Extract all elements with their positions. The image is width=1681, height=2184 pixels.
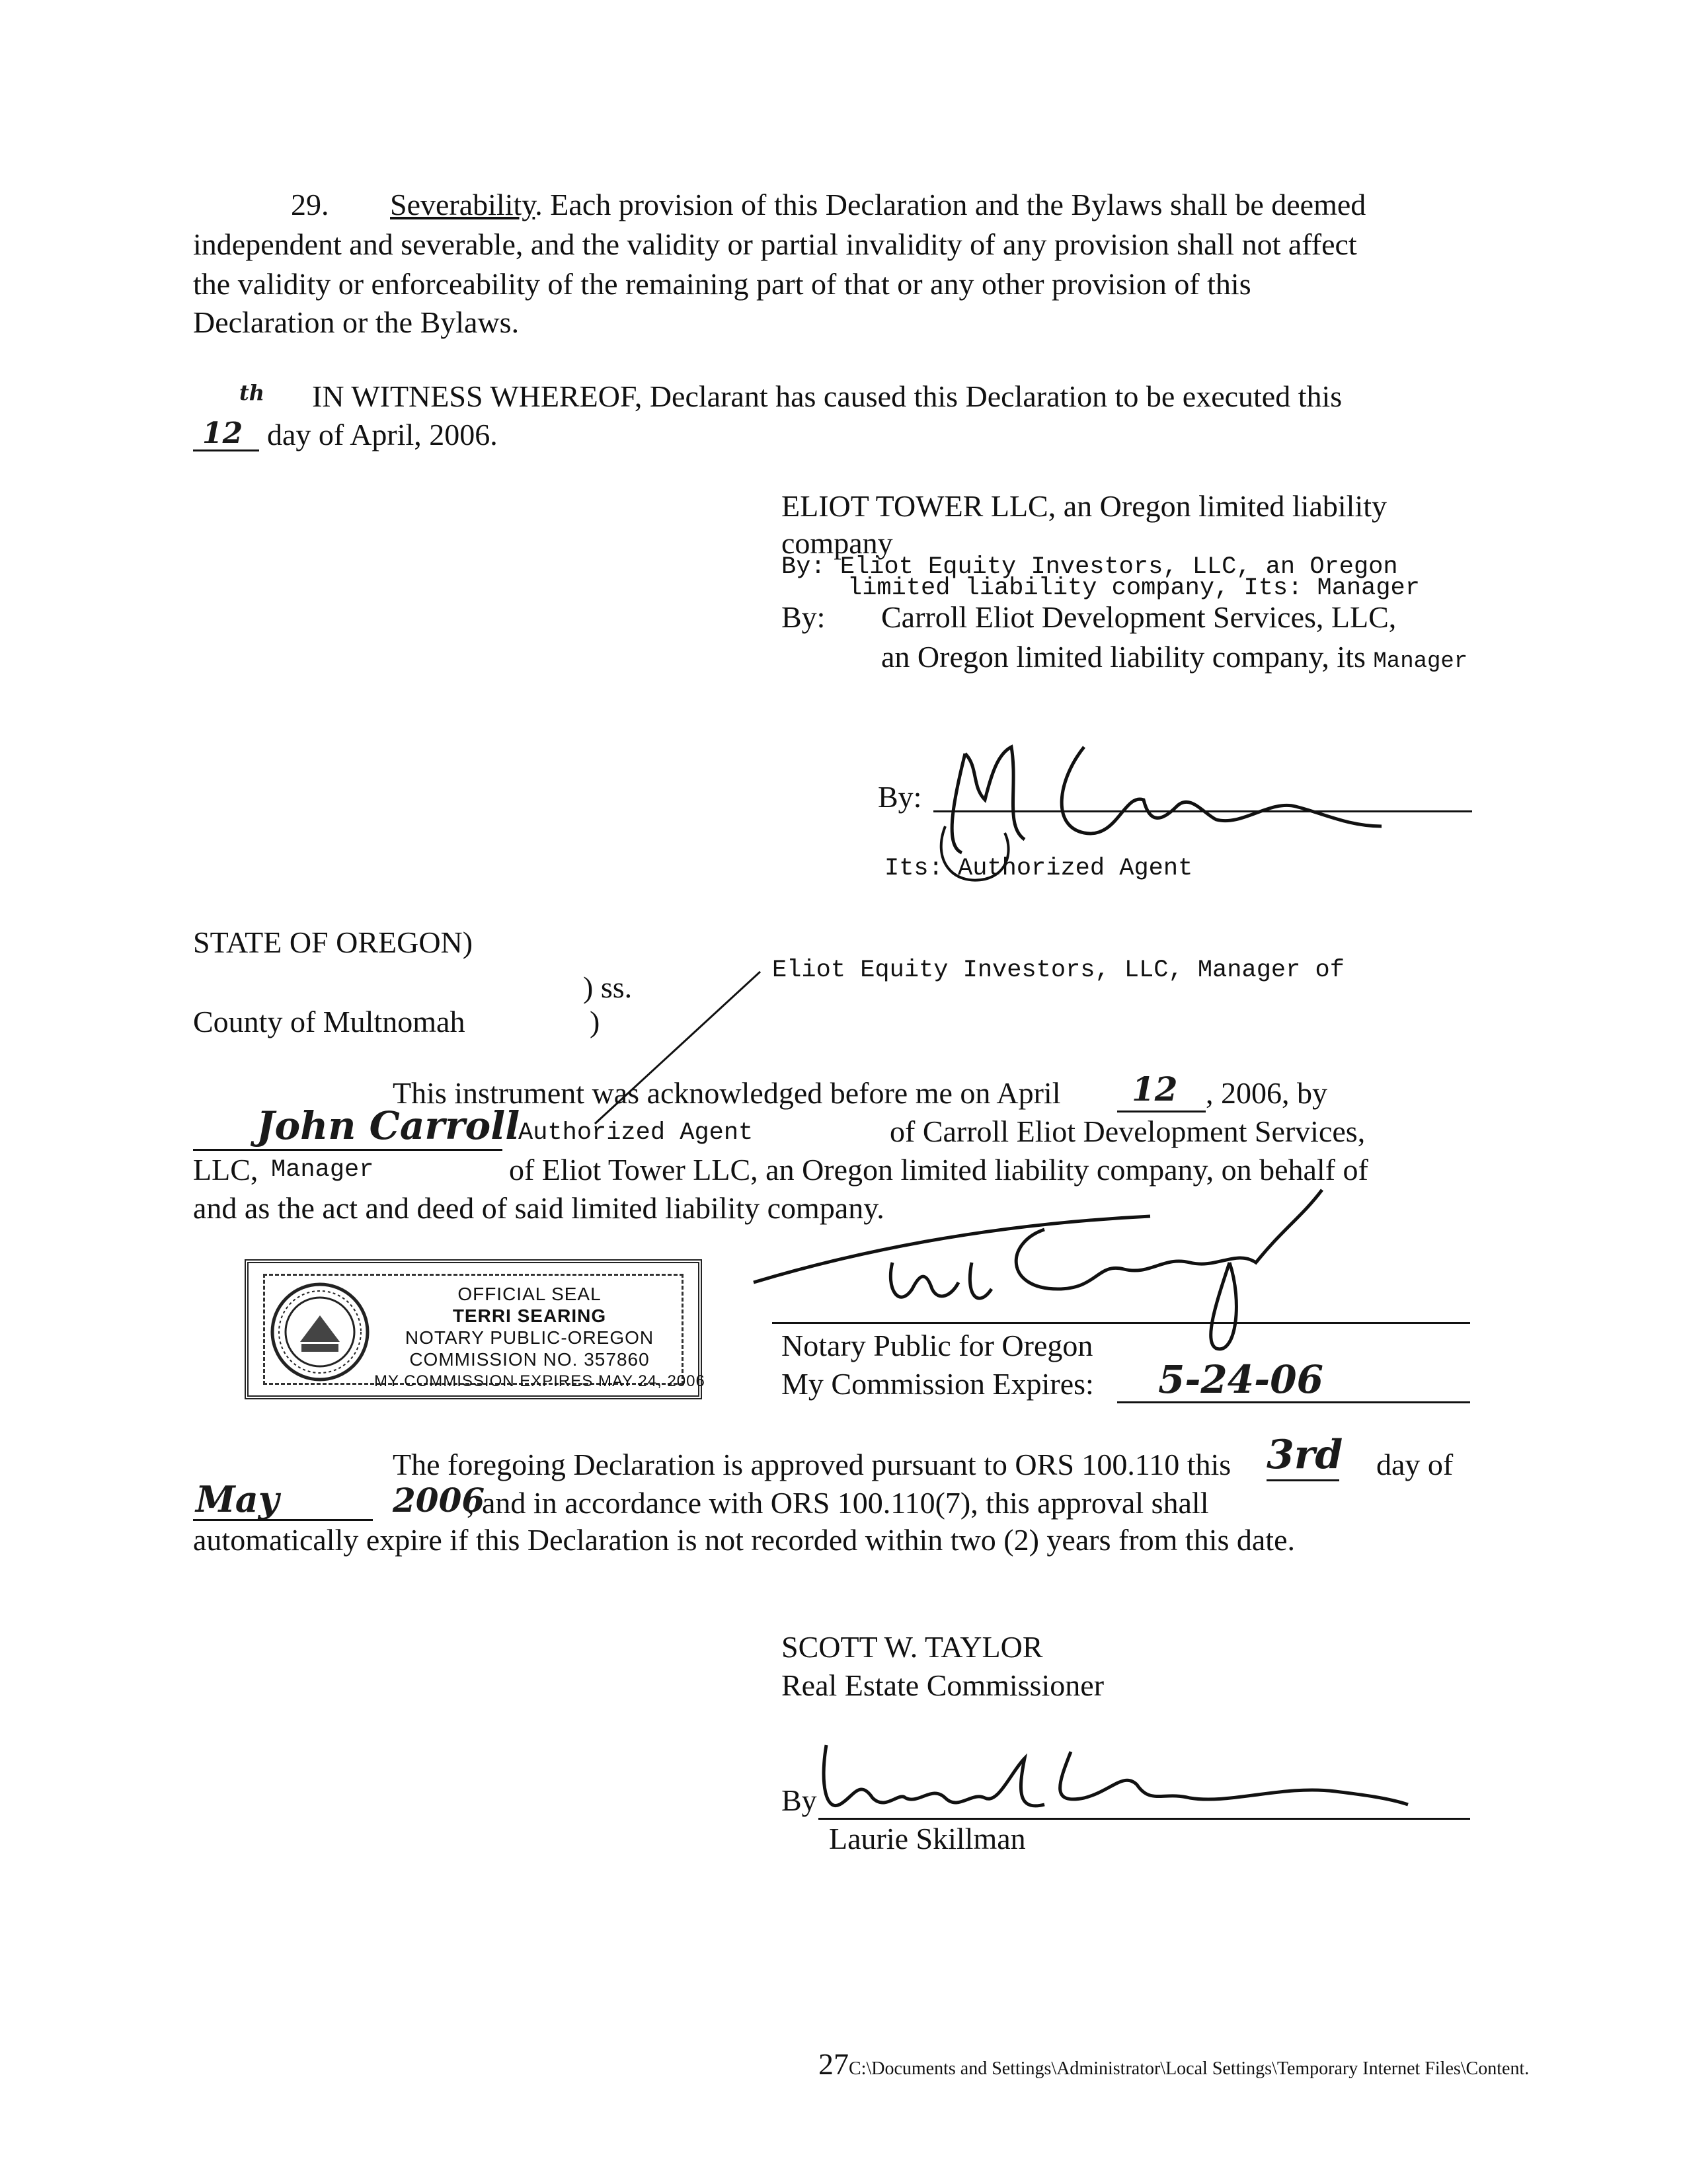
- declarant-by-line-1: Carroll Eliot Development Services, LLC,: [881, 600, 1397, 634]
- commissioner-title: Real Estate Commissioner: [781, 1668, 1105, 1702]
- file-path: C:\Documents and Settings\Administrator\Local Settings\Temporary Internet Files\Content.: [849, 2058, 1530, 2079]
- declarant-line-2: company: [781, 526, 893, 560]
- commissioner-by-label: By: [781, 1783, 817, 1817]
- agent-its-label: Its: Authorized Agent: [884, 855, 1193, 882]
- ack-name-handwritten: John Carroll: [256, 1103, 520, 1148]
- section-number: 29.: [291, 188, 329, 221]
- notary-expires-handwritten: 5-24-06: [1158, 1357, 1323, 1402]
- ack-day-handwritten: 12: [1132, 1070, 1178, 1109]
- ack-line-1-prefix: This instrument was acknowledged before me on April: [393, 1076, 1061, 1110]
- approval-day-handwritten: 3rd: [1267, 1432, 1343, 1478]
- commissioner-signature-line: [818, 1818, 1470, 1820]
- section-heading: Severability: [390, 188, 535, 221]
- footer: [818, 2047, 1529, 2082]
- approval-year-handwritten: 2006: [393, 1481, 485, 1520]
- declarant-by-label: By:: [781, 600, 826, 634]
- ack-line-3-prefix: LLC,: [193, 1153, 258, 1187]
- seal-text: [374, 1283, 705, 1392]
- notary-title: Notary Public for Oregon: [781, 1329, 1093, 1362]
- witness-day-underline: [193, 449, 259, 451]
- witness-day-handwritten: 12: [202, 416, 243, 450]
- ack-line-3-typed: Manager: [271, 1156, 374, 1184]
- seal-line-3: NOTARY PUBLIC-OREGON: [405, 1327, 654, 1348]
- venue-ss: ) ss.: [583, 970, 633, 1004]
- venue-state: STATE OF OREGON): [193, 925, 473, 959]
- approval-line-1-suffix: day of: [1376, 1448, 1454, 1481]
- ack-line-3-text: of Eliot Tower LLC, an Oregon limited liability company, on behalf of: [509, 1153, 1368, 1187]
- declarant-typed-1: By: Eliot Equity Investors, LLC, an Oregon: [781, 553, 1398, 581]
- venue-county: County of Multnomah: [193, 1005, 465, 1038]
- approval-day-underline: [1267, 1479, 1339, 1481]
- section-line-2: independent and severable, and the validity or partial invalidity of any provision shall not affect: [193, 227, 1357, 261]
- agent-by-label: By:: [878, 780, 922, 814]
- section-paragraph-line-1: [390, 186, 1366, 223]
- section-line-3: the validity or enforceability of the remaining part of that or any other provision of this: [193, 267, 1251, 301]
- ack-typed-title: Authorized Agent: [518, 1119, 754, 1147]
- declarant-by-line-2-text: an Oregon limited liability company, its: [881, 640, 1366, 674]
- seal-line-2: TERRI SEARING: [452, 1306, 607, 1326]
- page-number: 27: [818, 2047, 849, 2081]
- notary-expires-label: My Commission Expires:: [781, 1367, 1094, 1401]
- section-line-1-text: . Each provision of this Declaration and the Bylaws shall be deemed: [535, 188, 1366, 221]
- notary-seal: [245, 1259, 705, 1399]
- section-line-4: Declaration or the Bylaws.: [193, 305, 520, 339]
- state-seal-emblem: [267, 1279, 373, 1385]
- ack-day-underline: [1117, 1111, 1206, 1112]
- notary-signature-line: [772, 1322, 1470, 1324]
- ack-line-1-suffix: , 2006, by: [1206, 1076, 1327, 1110]
- witness-line-1: IN WITNESS WHEREOF, Declarant has caused this Declaration to be executed this: [312, 379, 1343, 413]
- venue-paren: ): [590, 1005, 600, 1038]
- declarant-typed-2: limited liability company, Its: Manager: [847, 574, 1420, 602]
- commissioner-signer: Laurie Skillman: [829, 1822, 1026, 1855]
- approval-month-handwritten: May: [196, 1478, 280, 1520]
- approval-line-3: automatically expire if this Declaration is not recorded within two (2) years from this date.: [193, 1523, 1295, 1557]
- seal-line-5: MY COMMISSION EXPIRES MAY 24, 2006: [374, 1372, 705, 1390]
- seal-line-1: OFFICIAL SEAL: [457, 1284, 602, 1304]
- approval-line-1-prefix: The foregoing Declaration is approved pursuant to ORS 100.110 this: [393, 1448, 1231, 1481]
- declarant-by-line-2-typed: Manager: [1373, 649, 1468, 674]
- venue-typed-insert: Eliot Equity Investors, LLC, Manager of: [772, 956, 1345, 984]
- ack-line-4: and as the act and deed of said limited liability company.: [193, 1191, 884, 1225]
- ack-line-2-text: of Carroll Eliot Development Services,: [890, 1114, 1366, 1148]
- commissioner-name: SCOTT W. TAYLOR: [781, 1630, 1043, 1664]
- witness-line-2: day of April, 2006.: [267, 418, 498, 451]
- approval-line-2-text: , and in accordance with ORS 100.110(7), this approval shall: [467, 1486, 1209, 1520]
- seal-line-4: COMMISSION NO. 357860: [409, 1349, 650, 1370]
- approval-month-underline: [193, 1519, 373, 1521]
- declarant-by-line-2: [881, 639, 1467, 676]
- witness-day-suffix-handwritten: th: [239, 380, 265, 405]
- ack-name-underline: [193, 1149, 502, 1151]
- declarant-line-1: ELIOT TOWER LLC, an Oregon limited liability: [781, 489, 1388, 523]
